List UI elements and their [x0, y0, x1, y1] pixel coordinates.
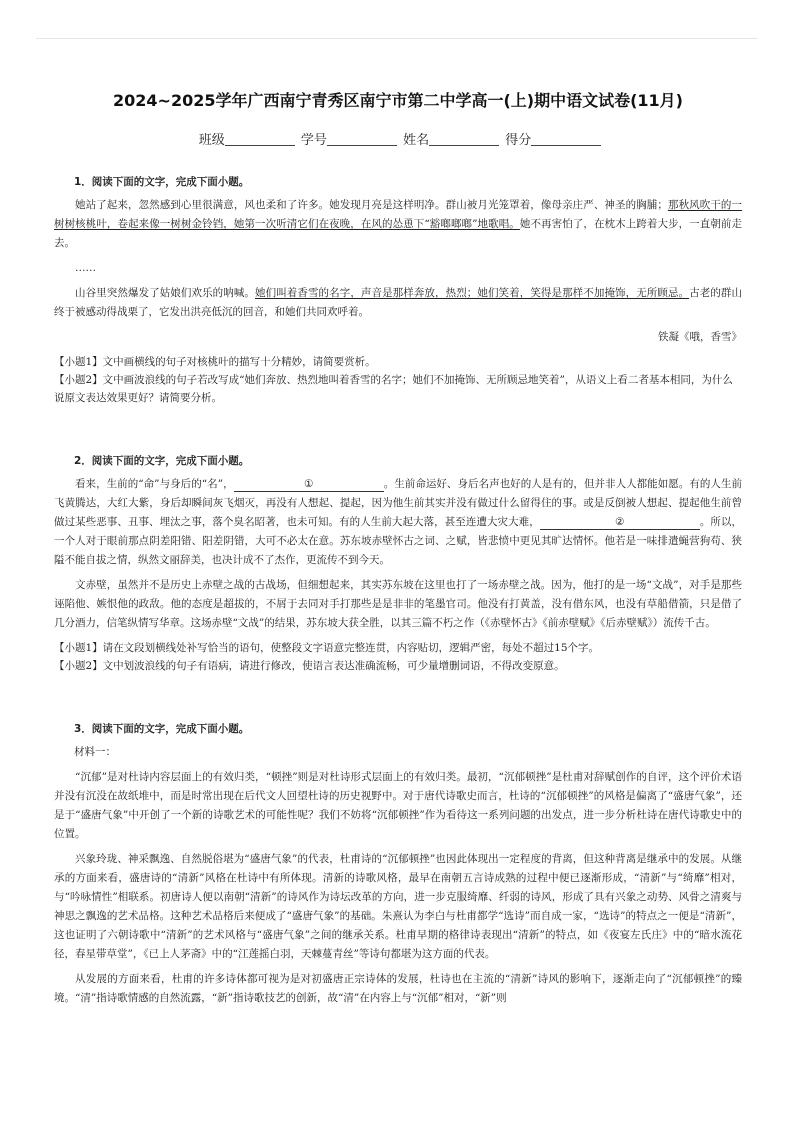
- page-title: 2024~2025学年广西南宁青秀区南宁市第二中学高一(上)期中语文试卷(11月): [113, 91, 683, 110]
- spacer: [54, 675, 742, 719]
- q1-ellipsis: ……: [75, 262, 96, 274]
- q2-p1-text: 看来，生前的“命”与身后的“名”，: [75, 478, 234, 490]
- q3-paragraph-1: “沉郁”是对杜诗内容层面上的有效归类，“顿挫”则是对杜诗形式层面上的有效归类。最初，“沉郁顿挫”是杜甫对辞赋创作的自评，这个评价术语并没有沉没在故纸堆中，而是时常出现在后代文人回望杜诗的历史视野中。对于唐代诗歌史而言，杜诗的“沉郁顿挫”的风格是偏离了“盛唐气象”，还是于“盛唐气象”中开创了一个新的诗歌艺术的可能性呢？我们不妨将“沉郁顿挫”作为看待这一系列问题的出发点，进一步分析杜诗在唐代诗歌史中的位置。: [54, 771, 743, 840]
- fill-blank-1[interactable]: ①: [234, 478, 384, 492]
- q1-paragraph-1: [54, 196, 742, 253]
- q1-underlined-sentence: 那秋风吹干的一树树核桃叶，卷起来像一树树金铃铛，她第一次听清它们在夜晚，在风的怂恿下“豁啷啷啷”地歌唱。: [54, 199, 743, 230]
- q2-paragraph-1: [54, 475, 742, 570]
- name-label: 姓名: [403, 133, 430, 148]
- q3-paragraph-3: 从发展的方面来看，杜甫的许多诗体都可视为是对初盛唐正宗诗体的发展，杜诗也在主流的“清新”诗风的影响下，逐渐走向了“沉郁顿挫”的臻境。“清”指诗歌情感的自然流露，“新”指诗歌技艺的创新，故“清”在内容上与“沉郁”相对，“新”则: [54, 973, 742, 1004]
- q1-p1-tail: 她不再害怕了，在枕木上跨着大步，一直朝前走去。: [54, 218, 743, 249]
- question-2-heading: 2．阅读下面的文字，完成下面小题。: [74, 455, 250, 467]
- class-blank[interactable]: [225, 131, 295, 146]
- question-3: [54, 719, 742, 1008]
- q3-paragraph-2: 兴象玲珑、神采飘逸、自然脱俗堪为“盛唐气象”的代表，杜甫诗的“沉郁顿挫”也因此体现出一定程度的背离，但这种背离是继承中的发展。从继承的方面来看，盛唐诗的“清新”风格在杜诗中有所体现。清新的诗歌风格，最早在南朝五言诗成熟的过程中便已逐渐形成，“清新”与“绮靡”相对，与“吟咏情性”相联系。初唐诗人便以南朝“清新”的诗风作为诗坛改革的方向，进一步克服绮靡、纤弱的诗风，形成了具有兴象之动势、风骨之清爽与神思之飘逸的艺术品格。这种艺术品格后来便成了“盛唐气象”的基础。朱熹认为李白与杜甫都学“选诗”而自成一家，“选诗”的特点之一便是“清新”，这也证明了六朝诗歌中“清新”的艺术风格与“盛唐气象”之间的继承关系。杜甫早期的格律诗表现出“清新”的特点，如《夜宴左氏庄》中的“暗水流花径，春星带草堂”，《已上人茅斋》中的“江莲摇白羽，天棘蔓青丝”等诗句都堪为这方面的代表。: [54, 853, 742, 960]
- q1-p2-tail: 古老的群山终于被感动得战栗了，它发出洪亮低沉的回音，和她们共同欢呼着。: [54, 287, 743, 318]
- fill-blank-2[interactable]: ②: [540, 516, 700, 530]
- material-1-label: 材料一：: [74, 746, 116, 758]
- question-1: [54, 172, 742, 407]
- q1-subquestion-2: 【小题2】文中画波浪线的句子若改写成“她们奔放、热烈地叫着香雪的名字；她们不加掩饰、无所顾忌地笑着”，从语义上看二者基本相同，为什么说原文表达效果更好？请简要分析。: [54, 374, 733, 404]
- q2-paragraph-2: 文赤壁，虽然并不是历史上赤壁之战的古战场，但细想起来，其实苏东坡在这里也打了一场赤壁之战。因为，他打的是一场“文战”，对手是那些诬陷他、嫉恨他的政敌。他的态度是超拔的，不屑于去同对手打那些是是非非的笔墨官司。他没有打黄盖，没有借东风，也没有草船借箭，只是借了几分酒力，信笔纵情写华章。这场赤壁“文战”的结果，苏东坡大获全胜，以其三篇不朽之作（《赤壁怀古》《前赤壁赋》《后赤壁赋》）流传千古。: [54, 579, 742, 629]
- score-label: 得分: [505, 133, 532, 148]
- q1-wavy-sentence: 她们叫着香雪的名字，声音是那样奔放，热烈；她们笑着，笑得是那样不加掩饰，无所顾忌。: [255, 287, 690, 299]
- student-info-line: [54, 130, 742, 152]
- q2-subquestion-1: 【小题1】请在文段划横线处补写恰当的语句，使整段文字语意完整连贯，内容贴切，逻辑严密，每处不超过15个字。: [54, 642, 600, 654]
- q2-p1-tail: 。所以，一个人对于眼前那点阴差阳错、阳差阴错，大可不必太在意。苏东坡赤壁怀古之词、之赋，皆悲愤中更见其旷达情怀。他若是一味排遣蝇营狗苟、狭隘不能自拔之情，纵然文丽辞美，也决计成不了杰作，更流传不到今天。: [54, 516, 743, 566]
- student-id-blank[interactable]: [327, 131, 397, 146]
- exam-page: [54, 88, 742, 1014]
- question-2: [54, 451, 742, 675]
- score-blank[interactable]: [531, 131, 601, 146]
- spacer: [54, 407, 742, 451]
- student-id-label: 学号: [300, 133, 327, 148]
- q1-p2-text: 山谷里突然爆发了姑娘们欢乐的呐喊。: [75, 287, 256, 299]
- class-label: 班级: [198, 133, 225, 148]
- name-blank[interactable]: [429, 131, 499, 146]
- q1-p1-text: 她站了起来，忽然感到心里很满意，风也柔和了许多。她发现月亮是这样明净。群山被月光笼罩着，像母亲庄严、神圣的胸脯；: [75, 199, 668, 211]
- question-3-heading: 3．阅读下面的文字，完成下面小题。: [74, 723, 250, 735]
- q2-subquestion-2: 【小题2】文中划波浪线的句子有语病，请进行修改，使语言表达准确流畅，可少量增删词语，不得改变原意。: [54, 660, 565, 672]
- q2-p1-middle: 。生前命运好、身后名声也好的人是有的，但并非人人都能如愿。有的人生前飞黄腾达，大红大紫，身后却瞬间灰飞烟灭，再没有人想起、提起，因为他生前其实并没有做过什么留得住的事。或是反倒被人想起、提起他生前曾做过某些恶事、丑事、埋汰之事，落个臭名昭著，也未可知。有的人生前大起大落，甚至连遭大灾大难，: [54, 478, 742, 528]
- q1-source: 铁凝《哦，香雪》: [658, 331, 742, 343]
- header-rule: [36, 38, 758, 39]
- question-1-heading: 1．阅读下面的文字，完成下面小题。: [74, 176, 250, 188]
- q1-subquestion-1: 【小题1】文中画横线的句子对核桃叶的描写十分精妙，请简要赏析。: [54, 356, 376, 368]
- q1-paragraph-2: [54, 284, 742, 322]
